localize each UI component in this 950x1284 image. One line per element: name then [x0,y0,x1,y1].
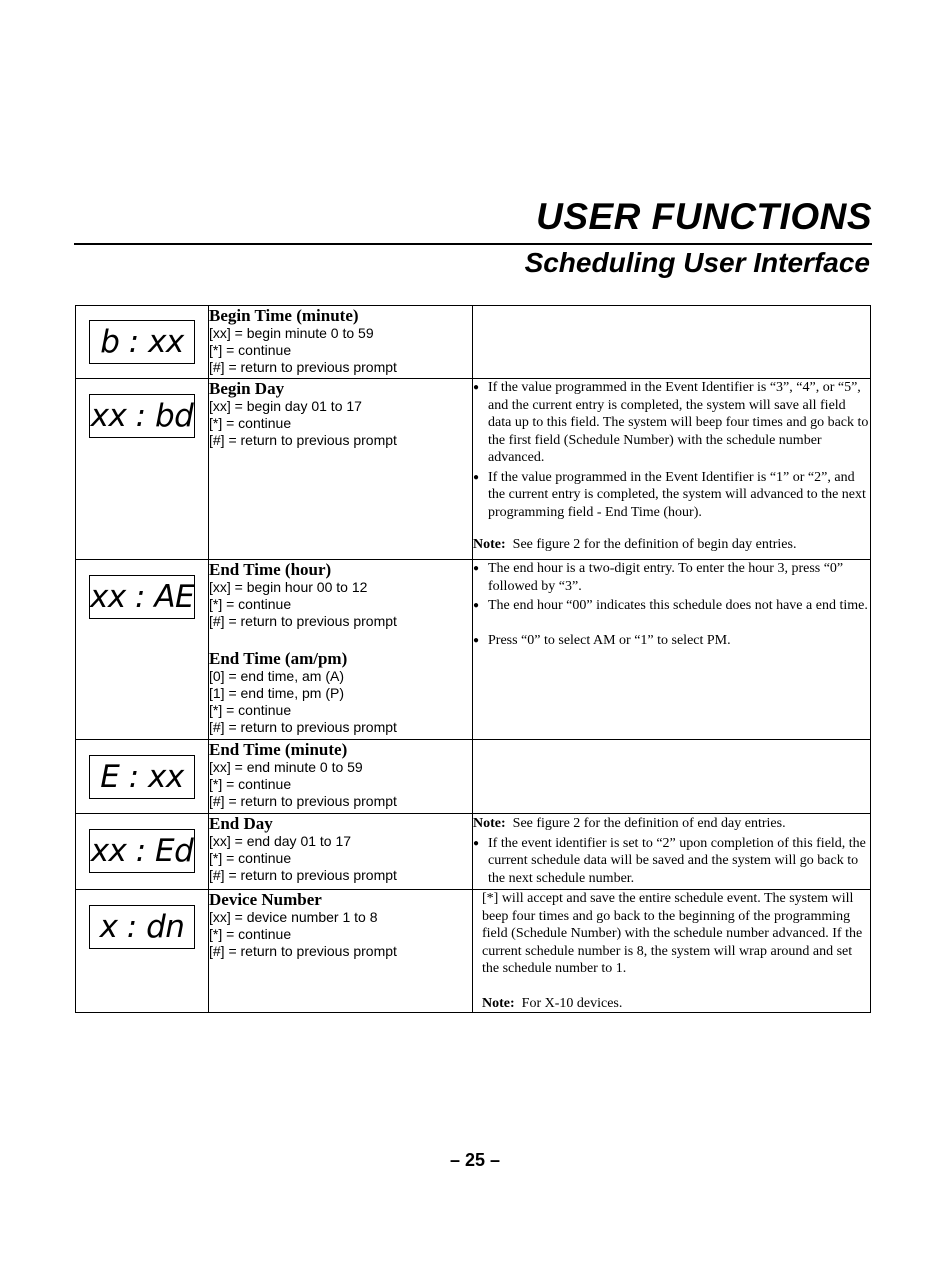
notes-cell [473,379,871,560]
display-cell [76,890,209,1013]
prompt-cell [209,379,473,560]
keypad-display: E : xx [89,755,195,799]
prompt-title: End Time (minute) [209,740,348,759]
prompt-line: [xx] = begin minute 0 to 59 [209,325,374,341]
notes-bullet-list [473,632,870,650]
display-cell [76,560,209,740]
schedule-prompt-table [75,305,871,1013]
notes-bullet: ● If the value programmed in the Event Identifier is “1” or “2”, and the current entry is completed, the system will advanced to the next programming field - End Time (hour). [473,469,870,522]
keypad-display: xx : AE [89,575,195,619]
display-cell [76,379,209,560]
prompt-line: [xx] = end minute 0 to 59 [209,759,363,775]
note-line [482,995,870,1013]
table-row [76,814,871,890]
prompt-line: [#] = return to previous prompt [209,943,397,959]
prompt-title: Begin Day [209,379,285,398]
prompt-title: Device Number [209,890,322,909]
display-cell [76,814,209,890]
note-line [473,815,870,833]
keypad-display: xx : Ed [89,829,195,873]
table-row [76,740,871,814]
page-title: USER FUNCTIONS [536,196,872,237]
notes-bullet-list [473,560,870,615]
prompt-line: [#] = return to previous prompt [209,867,397,883]
notes-bullet-list [473,379,870,521]
keypad-display: x : dn [89,905,195,949]
prompt-line: [*] = continue [209,926,292,942]
display-cell [76,306,209,379]
prompt-line: [*] = continue [209,415,292,431]
prompt-cell [209,890,473,1013]
keypad-display: xx : bd [89,394,195,438]
prompt-line: [*] = continue [209,850,292,866]
notes-bullet: ● If the value programmed in the Event Identifier is “3”, “4”, or “5”, and the current entry is completed, the system will save all field data up to this field. The system will beep four times and go back to the first field (Schedule Number) with the schedule number advanced. [473,379,870,467]
prompt-line: [#] = return to previous prompt [209,793,397,809]
prompt-line: [#] = return to previous prompt [209,613,397,629]
prompt-line: [xx] = begin day 01 to 17 [209,398,362,414]
prompt-title: Begin Time (minute) [209,306,359,325]
page-number: – 25 – [449,1150,501,1170]
notes-bullet-list [473,835,870,888]
prompt-cell [209,306,473,379]
prompt-line: [#] = return to previous prompt [209,432,397,448]
prompt-cell [209,560,473,740]
page-subtitle: Scheduling User Interface [524,247,870,278]
prompt-line: [#] = return to previous prompt [209,719,397,735]
prompt-line: [1] = end time, pm (P) [209,685,344,701]
prompt-line: [*] = continue [209,596,292,612]
prompt-line: [xx] = begin hour 00 to 12 [209,579,368,595]
notes-paragraph: [*] will accept and save the entire schedule event. The system will beep four times and go back to the beginning of the programming field (Schedule Number) with the schedule number advanced. If the current schedule number is 8, the system will wrap around and set the schedule number to 1. [482,891,863,976]
notes-bullet: ● Press “0” to select AM or “1” to select PM. [473,632,870,650]
prompt-line: [*] = continue [209,776,292,792]
note-line [473,536,870,554]
notes-cell [473,306,871,379]
notes-cell [473,890,871,1013]
note-text: See figure 2 for the definition of begin day entries. [512,537,797,552]
prompt-line: [xx] = end day 01 to 17 [209,833,352,849]
table-row [76,379,871,560]
notes-cell [473,814,871,890]
note-label: Note: [473,537,506,552]
prompt-line: [*] = continue [209,342,292,358]
notes-cell [473,560,871,740]
table-row [76,890,871,1013]
notes-bullet: ● The end hour is a two-digit entry. To enter the hour 3, press “0” followed by “3”. [473,560,870,595]
prompt-cell [209,740,473,814]
notes-bullet: ● The end hour “00” indicates this schedule does not have a end time. [473,597,870,615]
table-row [76,306,871,379]
prompt-line: [0] = end time, am (A) [209,668,344,684]
note-label: Note: [482,995,515,1011]
prompt-title: End Day [209,814,273,833]
notes-cell [473,740,871,814]
prompt-title: End Time (am/pm) [209,649,348,668]
display-cell [76,740,209,814]
prompt-cell [209,814,473,890]
note-text: See figure 2 for the definition of end day entries. [512,816,786,831]
note-label: Note: [473,816,506,831]
notes-bullet: ● If the event identifier is set to “2” upon completion of this field, the current schedule data will be saved and the system will go back to the next schedule number. [473,835,870,888]
prompt-line: [#] = return to previous prompt [209,359,397,375]
note-text: For X-10 devices. [521,995,623,1011]
prompt-line: [*] = continue [209,702,292,718]
prompt-title: End Time (hour) [209,560,332,579]
table-row [76,560,871,740]
prompt-line: [xx] = device number 1 to 8 [209,909,378,925]
keypad-display: b : xx [89,320,195,364]
